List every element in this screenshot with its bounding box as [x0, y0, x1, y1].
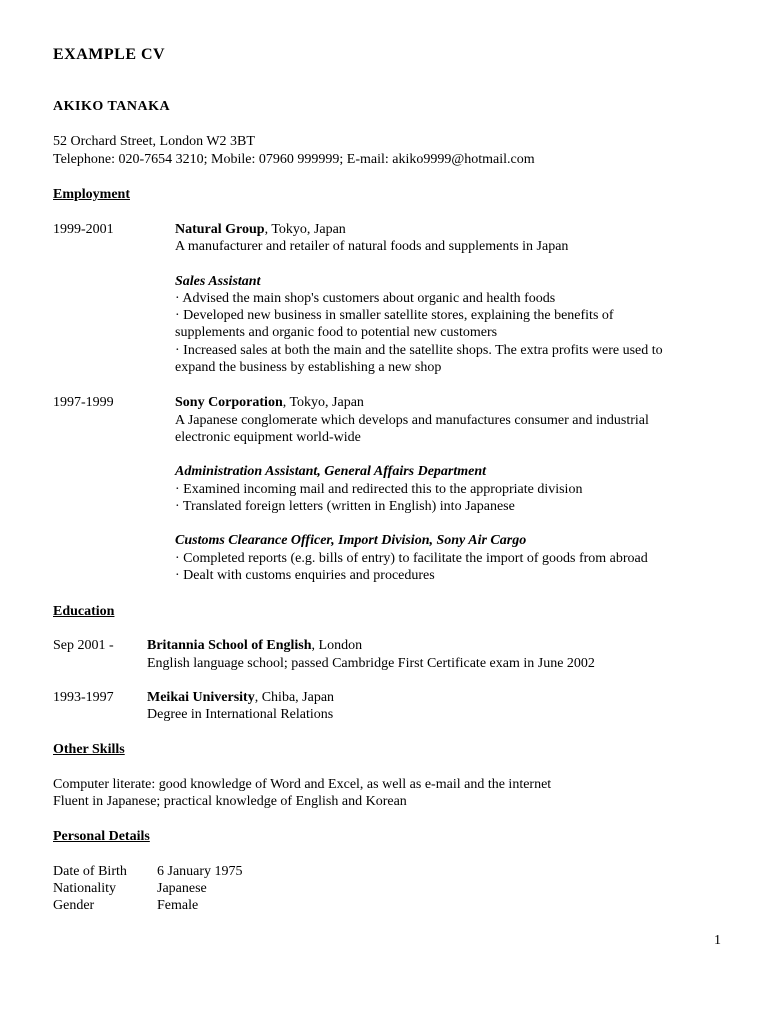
education-heading: Education — [53, 604, 115, 619]
personal-details-heading: Personal Details — [53, 829, 150, 844]
institution-location: , London — [311, 638, 363, 653]
role-title: Sales Assistant — [175, 274, 261, 289]
company-location: , Tokyo, Japan — [264, 222, 346, 237]
detail-label: Gender — [53, 898, 95, 913]
role-bullet: · Increased sales at both the main and the satellite shops. The extra profits were used to — [175, 343, 663, 358]
role-bullet: expand the business by establishing a new shop — [175, 360, 442, 375]
education-detail: English language school; passed Cambridge First Certificate exam in June 2002 — [147, 656, 595, 671]
page-number: 1 — [714, 933, 721, 948]
job-employer — [175, 394, 364, 411]
company-name: Sony Corporation — [175, 395, 283, 410]
detail-label: Date of Birth — [53, 864, 127, 879]
company-location: , Tokyo, Japan — [282, 395, 364, 410]
role-bullet: · Translated foreign letters (written in English) into Japanese — [175, 499, 515, 514]
detail-value: Japanese — [157, 881, 207, 896]
education-dates: Sep 2001 - — [53, 638, 114, 653]
detail-value: 6 January 1975 — [157, 864, 243, 879]
candidate-name: AKIKO TANAKA — [53, 99, 171, 114]
company-description: electronic equipment world-wide — [175, 430, 361, 445]
skill-line: Fluent in Japanese; practical knowledge of English and Korean — [53, 794, 407, 809]
skill-line: Computer literate: good knowledge of Word and Excel, as well as e-mail and the internet — [53, 777, 552, 792]
institution-location: , Chiba, Japan — [254, 690, 335, 705]
role-bullet: · Advised the main shop's customers about organic and health foods — [175, 291, 556, 306]
role-title: Administration Assistant, General Affairs Department — [175, 464, 487, 479]
address: 52 Orchard Street, London W2 3BT — [53, 134, 255, 149]
role-bullet: supplements and organic food to potential new customers — [175, 325, 498, 340]
role-bullet: · Examined incoming mail and redirected this to the appropriate division — [175, 482, 583, 497]
company-name: Natural Group — [175, 222, 265, 237]
other-skills-heading: Other Skills — [53, 742, 125, 757]
education-detail: Degree in International Relations — [147, 707, 334, 722]
detail-value: Female — [157, 898, 199, 913]
job-employer — [175, 221, 346, 238]
institution-name: Meikai University — [147, 690, 255, 705]
role-bullet: · Developed new business in smaller satellite stores, explaining the benefits of — [175, 308, 614, 323]
education-institution — [147, 689, 334, 706]
company-description: A Japanese conglomerate which develops and manufactures consumer and industrial — [175, 413, 649, 428]
job-dates: 1997-1999 — [53, 395, 114, 410]
detail-label: Nationality — [53, 881, 116, 896]
role-bullet: · Completed reports (e.g. bills of entry) to facilitate the import of goods from abroad — [175, 551, 648, 566]
contact-details: Telephone: 020-7654 3210; Mobile: 07960 999999; E-mail: akiko9999@hotmail.com — [53, 152, 535, 167]
education-dates: 1993-1997 — [53, 690, 114, 705]
role-title: Customs Clearance Officer, Import Division, Sony Air Cargo — [175, 533, 527, 548]
company-description: A manufacturer and retailer of natural foods and supplements in Japan — [175, 239, 569, 254]
document-title: EXAMPLE CV — [53, 46, 166, 63]
role-bullet: · Dealt with customs enquiries and procedures — [175, 568, 435, 583]
job-dates: 1999-2001 — [53, 222, 114, 237]
education-institution — [147, 637, 362, 654]
employment-heading: Employment — [53, 187, 130, 202]
institution-name: Britannia School of English — [147, 638, 312, 653]
